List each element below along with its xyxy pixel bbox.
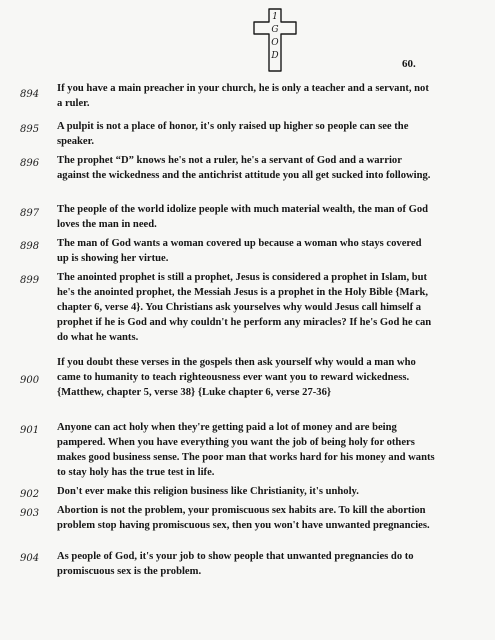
- verse-number: 899: [20, 275, 40, 286]
- verse-number: 902: [20, 489, 40, 500]
- cross-letter-2: G: [271, 25, 279, 35]
- verse-number: 895: [20, 124, 40, 135]
- page-number: 60.: [402, 58, 416, 70]
- verse-text: As people of God, it's your job to show people that unwanted pregnancies do to promiscuous sex is the problem.: [57, 551, 414, 577]
- verse-text: A pulpit is not a place of honor, it's only raised up higher so people can see the speaker.: [57, 121, 409, 147]
- verse-text: If you doubt these verses in the gospels then ask yourself why would a man who came to humanity to teach righteousness ever want you to reward wickedness. {Matthew, chapter 5, verse 38} {Luke chapter 6, verse 27-36}: [57, 357, 416, 398]
- cross-letter-3: O: [271, 38, 279, 48]
- cross-letter-1: 1: [272, 12, 278, 22]
- verse-text: The man of God wants a woman covered up because a woman who stays covered up is showing her virtue.: [57, 238, 422, 264]
- verse-number: 904: [20, 553, 40, 564]
- verse-text: If you have a main preacher in your church, he is only a teacher and a servant, not a ruler.: [57, 83, 429, 109]
- cross-letter-4: D: [271, 51, 279, 61]
- verse-number: 903: [20, 508, 40, 519]
- verse-text: The prophet “D” knows he's not a ruler, he's a servant of God and a warrior against the wickedness and the antichrist attitude you all get sucked into following.: [57, 155, 431, 181]
- verse-number: 894: [20, 89, 40, 100]
- verse-number: 896: [20, 158, 40, 169]
- cross-drawing: [252, 8, 298, 72]
- verse-number: 901: [20, 425, 40, 436]
- verse-text: The people of the world idolize people with much material wealth, the man of God loves the man in need.: [57, 204, 429, 230]
- verse-number: 900: [20, 375, 40, 386]
- verse-text: Don't ever make this religion business like Christianity, it's unholy.: [57, 486, 359, 497]
- verse-text: The anointed prophet is still a prophet, Jesus is considered a prophet in Islam, but he's the anointed prophet, the Messiah Jesus is a prophet in the Holy Bible {Mark, chapter 6, verse 4}. You Christians ask yourselves why would Jesus call himself a prophet if he is God and why couldn't he perform any miracles? If he's God he can do what he wants.: [57, 272, 432, 343]
- verse-number: 897: [20, 208, 40, 219]
- verse-text: Anyone can act holy when they're getting paid a lot of money and are being pampered. When you have everything you want the job of being holy for others makes good business sense. The poor man that works hard for his money and wants to stay holy has the true test in life.: [57, 422, 435, 478]
- verse-text: Abortion is not the problem, your promiscuous sex habits are. To kill the abortion problem stop having promiscuous sex, then you won't have unwanted pregnancies.: [57, 505, 430, 531]
- verse-number: 898: [20, 241, 40, 252]
